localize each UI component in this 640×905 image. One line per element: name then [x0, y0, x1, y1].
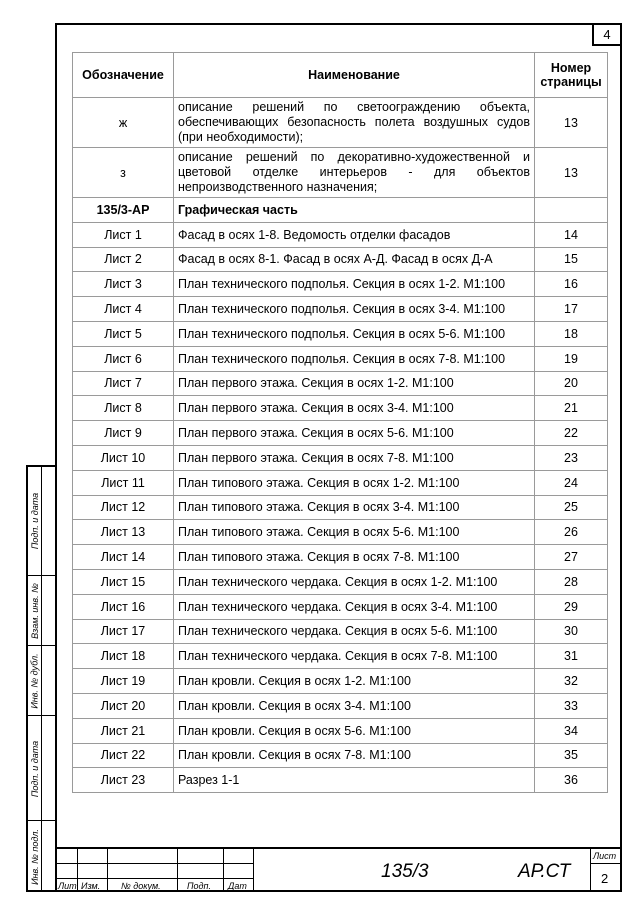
cell-designation: ж	[73, 98, 174, 148]
cell-name: План типового этажа. Секция в осях 5-6. М1:100	[174, 520, 535, 545]
cell-designation: Лист 17	[73, 619, 174, 644]
cell-name: План технического подполья. Секция в осях 5-6. М1:100	[174, 321, 535, 346]
cell-designation: Лист 14	[73, 545, 174, 570]
table-row	[73, 520, 608, 545]
table-row	[73, 346, 608, 371]
cell-designation: Лист 16	[73, 594, 174, 619]
cell-designation: Лист 8	[73, 396, 174, 421]
cell-name: План первого этажа. Секция в осях 5-6. М1:100	[174, 421, 535, 446]
cell-name: План типового этажа. Секция в осях 3-4. М1:100	[174, 495, 535, 520]
table-row	[73, 421, 608, 446]
cell-page: 29	[535, 594, 608, 619]
header-page: Номер страницы	[535, 53, 608, 98]
side-strip-label: Взам. инв. №	[30, 583, 41, 639]
cell-page: 34	[535, 718, 608, 743]
cell-designation: Лист 4	[73, 297, 174, 322]
cell-designation: з	[73, 148, 174, 198]
table-row	[73, 272, 608, 297]
cell-page: 36	[535, 768, 608, 793]
header-name: Наименование	[174, 53, 535, 98]
table-row	[73, 644, 608, 669]
contents-table	[72, 52, 608, 793]
cell-name: План технического чердака. Секция в осях 5-6. М1:100	[174, 619, 535, 644]
cell-designation: Лист 3	[73, 272, 174, 297]
side-strip-label: Подп. и дата	[30, 740, 40, 797]
cell-designation: Лист 19	[73, 669, 174, 694]
cell-page: 15	[535, 247, 608, 272]
cell-page: 25	[535, 495, 608, 520]
cell-designation: Лист 15	[73, 569, 174, 594]
side-strip-cell	[28, 645, 57, 716]
cell-page: 14	[535, 222, 608, 247]
side-strip	[26, 465, 55, 892]
col-date: Дат	[228, 881, 247, 891]
cell-designation: Лист 13	[73, 520, 174, 545]
cell-name: План технического подполья. Секция в осях 7-8. М1:100	[174, 346, 535, 371]
table-row	[73, 470, 608, 495]
cell-designation: Лист 9	[73, 421, 174, 446]
cell-page: 13	[535, 148, 608, 198]
col-doc: № докум.	[121, 881, 161, 891]
side-strip-label: Инв. № подл.	[30, 829, 41, 885]
cell-name: Разрез 1-1	[174, 768, 535, 793]
cell-name: План технического чердака. Секция в осях 3-4. М1:100	[174, 594, 535, 619]
cell-designation: Лист 23	[73, 768, 174, 793]
cell-name: План технического чердака. Секция в осях 7-8. М1:100	[174, 644, 535, 669]
cell-page: 22	[535, 421, 608, 446]
sheet-label: Лист	[593, 851, 617, 861]
section-code: АР.СТ	[518, 861, 571, 882]
cell-page: 27	[535, 545, 608, 570]
cell-name: План первого этажа. Секция в осях 7-8. М1:100	[174, 445, 535, 470]
table-row	[73, 743, 608, 768]
cell-name: План типового этажа. Секция в осях 7-8. М1:100	[174, 545, 535, 570]
cell-designation: Лист 2	[73, 247, 174, 272]
cell-designation: Лист 21	[73, 718, 174, 743]
cell-name: Фасад в осях 8-1. Фасад в осях А-Д. Фасад в осях Д-А	[174, 247, 535, 272]
cell-designation: Лист 18	[73, 644, 174, 669]
cell-name: План типового этажа. Секция в осях 1-2. М1:100	[174, 470, 535, 495]
cell-designation: Лист 10	[73, 445, 174, 470]
side-strip-cell	[28, 715, 57, 821]
cell-designation: Лист 1	[73, 222, 174, 247]
cell-designation: Лист 22	[73, 743, 174, 768]
table-row	[73, 222, 608, 247]
title-block	[55, 847, 622, 892]
table-row	[73, 321, 608, 346]
sheet-number: 2	[601, 871, 609, 886]
table-row	[73, 768, 608, 793]
cell-page: 21	[535, 396, 608, 421]
cell-name: План кровли. Секция в осях 3-4. М1:100	[174, 693, 535, 718]
table-row	[73, 371, 608, 396]
table-row	[73, 669, 608, 694]
cell-page: 30	[535, 619, 608, 644]
cell-name: План кровли. Секция в осях 1-2. М1:100	[174, 669, 535, 694]
cell-page: 31	[535, 644, 608, 669]
doc-code: 135/3	[381, 861, 429, 882]
cell-page: 23	[535, 445, 608, 470]
table-row	[73, 545, 608, 570]
cell-name: описание решений по декоративно-художественной и цветовой отделке интерьеров - для объектов непроизводственного назначения;	[174, 148, 535, 198]
cell-page: 20	[535, 371, 608, 396]
cell-designation: Лист 12	[73, 495, 174, 520]
cell-page	[535, 198, 608, 223]
cell-page: 26	[535, 520, 608, 545]
table-row	[73, 693, 608, 718]
section-row	[73, 198, 608, 223]
side-strip-label: Подп. и дата	[30, 492, 40, 550]
side-strip-label: Инв. № дубл.	[30, 653, 41, 709]
table-row	[73, 445, 608, 470]
table-header-row	[73, 53, 608, 98]
header-designation: Обозначение	[73, 53, 174, 98]
cell-page: 35	[535, 743, 608, 768]
cell-name: План первого этажа. Секция в осях 1-2. М1:100	[174, 371, 535, 396]
cell-designation: Лист 7	[73, 371, 174, 396]
cell-page: 28	[535, 569, 608, 594]
cell-page: 13	[535, 98, 608, 148]
cell-name: План технического подполья. Секция в осях 1-2. М1:100	[174, 272, 535, 297]
table-row	[73, 619, 608, 644]
cell-designation: Лист 6	[73, 346, 174, 371]
cell-designation: Лист 11	[73, 470, 174, 495]
table-row	[73, 148, 608, 198]
cell-page: 16	[535, 272, 608, 297]
cell-name: План кровли. Секция в осях 7-8. М1:100	[174, 743, 535, 768]
side-strip-cell	[28, 575, 57, 646]
table-row	[73, 247, 608, 272]
cell-name: План первого этажа. Секция в осях 3-4. М1:100	[174, 396, 535, 421]
col-izm: Изм.	[81, 881, 101, 891]
cell-page: 32	[535, 669, 608, 694]
cell-page: 17	[535, 297, 608, 322]
table-row	[73, 569, 608, 594]
table-row	[73, 98, 608, 148]
cell-name: Фасад в осях 1-8. Ведомость отделки фасадов	[174, 222, 535, 247]
cell-name: План технического чердака. Секция в осях 1-2. М1:100	[174, 569, 535, 594]
cell-page: 19	[535, 346, 608, 371]
cell-designation: 135/3-АР	[73, 198, 174, 223]
cell-name: План кровли. Секция в осях 5-6. М1:100	[174, 718, 535, 743]
side-strip-cell	[28, 820, 57, 893]
table-row	[73, 594, 608, 619]
cell-name: План технического подполья. Секция в осях 3-4. М1:100	[174, 297, 535, 322]
table-row	[73, 718, 608, 743]
cell-page: 33	[535, 693, 608, 718]
cell-name: описание решений по светоограждению объекта, обеспечивающих безопасность полета воздушных судов (при необходимости);	[174, 98, 535, 148]
page-number: 4	[603, 27, 611, 42]
table-row	[73, 297, 608, 322]
col-podp: Подп.	[187, 881, 211, 891]
cell-name: Графическая часть	[174, 198, 535, 223]
cell-page: 24	[535, 470, 608, 495]
table-row	[73, 495, 608, 520]
cell-designation: Лист 5	[73, 321, 174, 346]
cell-page: 18	[535, 321, 608, 346]
side-strip-cell	[28, 467, 57, 575]
cell-designation: Лист 20	[73, 693, 174, 718]
page-number-box	[592, 23, 622, 46]
table-row	[73, 396, 608, 421]
col-lit: Лит	[58, 881, 77, 891]
